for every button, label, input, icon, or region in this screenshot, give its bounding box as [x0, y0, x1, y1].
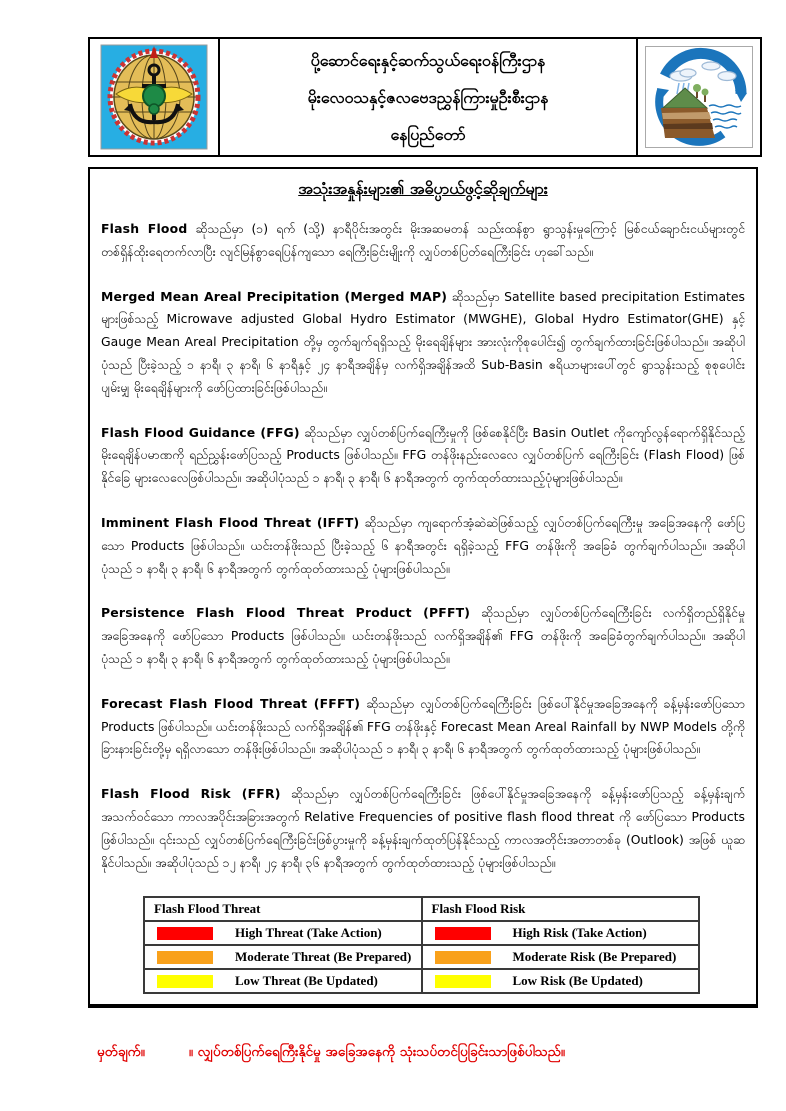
paragraph-body: ဆိုသည်မှာ (၁) ရက် (သို့) နာရီပိုင်းအတွင်း မိုးအဆမတန် သည်းထန်စွာ ရွာသွန်းမှုကြောင့် မြစ်ငယ်ချောင်းငယ်များတွင် တစ်ရှိန်ထိုးရေတက်လာပြီး လျင်မြန်စွာရေပြန်ကျသော ရေကြီးခြင်းမျိုးကို လျှပ်တစ်ပြတ်ရေကြီးခြင်း ဟုခေါ်သည်။: [101, 221, 745, 259]
remark-label: မှတ်ချက်။: [97, 1044, 145, 1060]
flood-threat-risk-legend-table: [143, 896, 700, 994]
paragraph-body: ဆိုသည်မှာ လျှပ်တစ်ပြက်ရေကြီးခြင်း လက်ရှိတည်ရှိနိုင်မှု အခြေအနေကို ဖော်ပြသော Products ဖြစ်ပါသည်။ ယင်းတန်ဖိုးသည် လက်ရှိအချိန်၏ FFG တန်ဖိုးကို အခြေခံတွက်ချက်ပါသည်။ အဆိုပါပုံသည် ၁ နာရီ၊ ၃ နာရီ၊ ၆ နာရီအတွက် တွက်ထုတ်ထားသည့် ပုံများဖြစ်ပါသည်။: [101, 605, 745, 666]
cell-moderate-threat: [144, 945, 422, 969]
paragraph-ifft: [101, 512, 745, 580]
letterhead: [88, 37, 762, 157]
term-ffg: Flash Flood Guidance (FFG): [101, 424, 300, 440]
letterhead-title-block: [220, 39, 638, 155]
ministry-name: ပို့ဆောင်ရေးနှင့်ဆက်သွယ်ရေးဝန်ကြီးဌာန: [310, 50, 546, 70]
low-risk-color-swatch: [435, 975, 491, 988]
high-threat-color-swatch: [157, 927, 213, 940]
cell-high-risk: [422, 921, 700, 945]
high-threat-label: High Threat (Take Action): [235, 925, 382, 941]
low-threat-label: Low Threat (Be Updated): [235, 973, 378, 989]
term-ffft: Forecast Flash Flood Threat (FFFT): [101, 695, 361, 711]
low-risk-label: Low Risk (Be Updated): [512, 973, 643, 989]
high-risk-label: High Risk (Take Action): [512, 925, 647, 941]
definitions-box: [88, 167, 758, 1008]
term-ifft: Imminent Flash Flood Threat (IFFT): [101, 514, 360, 530]
department-name: မိုးလေဝသနှင့်ဇလဗေဒညွှန်ကြားမှုဦးစီးဌာန: [307, 87, 549, 107]
ministry-logo-cell: [90, 39, 220, 155]
paragraph-flash-flood: [101, 218, 745, 264]
paragraph-body: ဆိုသည်မှာ လျှပ်တစ်ပြက်ရေကြီးခြင်း ဖြစ်ပေါ်နိုင်မှုအခြေအနေကို ခန့်မှန်းဖော်ပြသည့် ခန့်မှန်းချက် အသက်ဝင်သော ကာလအပိုင်းအခြားအတွက် Relative Frequencies of positive flash flood threat ကို ဖော်ပြသော Products ဖြစ်ပါသည်။ ၎င်းသည် လျှပ်တစ်ပြက်ရေကြီးခြင်းဖြစ်ပွားမှုကို ခန့်မှန်းချက်ထုတ်ပြန်နိုင်သည့် ကာလအတိုင်းအတာတစ်ခု (Outlook) အဖြစ် ယူဆနိုင်ပါသည်။ အဆိုပါပုံသည် ၁၂ နာရီ၊ ၂၄ နာရီ၊ ၃၆ နာရီအတွက် တွက်ထုတ်ထားသည့် ပုံများဖြစ်ပါသည်။: [101, 786, 745, 870]
paragraph-ffr: [101, 783, 745, 874]
water-cycle-logo-icon: [645, 46, 753, 148]
paragraph-body: ဆိုသည်မှာ လျှပ်တစ်ပြက်ရေကြီးခြင်း ဖြစ်ပေါ်နိုင်မှုအခြေအနေကို ခန့်မှန်းဖော်ပြသော Products ဖြစ်ပါသည်။ ယင်းတန်ဖိုးသည် လက်ရှိအချိန်၏ FFG တန်ဖိုးနှင့် Forecast Mean Areal Rainfall by NWP Models တို့ကို ခြားနားခြင်းတို့မှ ရရှိလာသော တန်ဖိုးဖြစ်ပါသည်။ အဆိုပါပုံသည် ၁ နာရီ၊ ၃ နာရီ၊ ၆ နာရီအတွက် တွက်ထုတ်ထားသည့် ပုံများဖြစ်ပါသည်။: [101, 695, 745, 757]
column-header-risk: Flash Flood Risk: [422, 897, 700, 921]
table-header-row: [144, 897, 699, 921]
table-row-low: [144, 969, 699, 993]
table-row-moderate: [144, 945, 699, 969]
paragraph-pfft: [101, 602, 745, 670]
moderate-risk-color-swatch: [435, 951, 491, 964]
moderate-threat-color-swatch: [157, 951, 213, 964]
moderate-threat-label: Moderate Threat (Be Prepared): [235, 949, 412, 965]
term-ffr: Flash Flood Risk (FFR): [101, 786, 281, 802]
paragraph-body: ဆိုသည်မှာ လျှပ်တစ်ပြက်ရေကြီးမှုကို ဖြစ်စေနိုင်ပြီး Basin Outlet ကိုကျော်လွန်ရောက်ရှိနိုင်သည့် မိုးရေချိန်ပမာဏကို ရည်ညွှန်းဖော်ပြသည့် Products ဖြစ်ပါသည်။ FFG တန်ဖိုးနည်းလေလေ လျှပ်တစ်ပြက် ရေကြီးခြင်း (Flash Flood) ဖြစ်နိုင်ခြေ များလေလေဖြစ်ပါသည်။ အဆိုပါပုံသည် ၁ နာရီ၊ ၃ နာရီ၊ ၆ နာရီအတွက် တွက်ထုတ်ထားသည့်ပုံများဖြစ်ပါသည်။: [101, 424, 745, 486]
table-row-high: [144, 921, 699, 945]
term-merged-map: Merged Mean Areal Precipitation (Merged MAP): [101, 288, 448, 304]
page-title: အသုံးအနှုန်းများ၏ အဓိပ္ပာယ်ဖွင့်ဆိုချက်များ: [298, 179, 548, 198]
paragraph-body: ဆိုသည်မှာ Satellite based precipitation Estimates များဖြစ်သည့် Microwave adjusted Global Hydro Estimator (MWGHE), Global Hydro Estimator(GHE) နှင့် Gauge Mean Areal Precipitation တို့မှ တွက်ချက်ရရှိသည့် မိုးရေချိန်များ အားလုံးကိုစုပေါင်း၍ တွက်ချက်ထားခြင်းဖြစ်ပါသည်။ အဆိုပါ ပုံသည် ပြီးခဲ့သည့် ၁ နာရီ၊ ၃ နာရီ၊ ၆ နာရီနှင့် ၂၄ နာရီအချိန်မှ လက်ရှိအချိန်အထိ Sub-Basin ဧရိယာများပေါ်တွင် ရွာသွန်းသည့် စုစုပေါင်း ပျမ်းမျှ မိုးရေချိန်များကို ဖော်ပြထားခြင်းဖြစ်ပါသည်။: [101, 288, 745, 395]
term-pfft: Persistence Flash Flood Threat Product (PFFT): [101, 605, 471, 621]
remark-text: ။ လျှပ်တစ်ပြက်ရေကြီးနိုင်မှု အခြေအနေကို သုံးသပ်တင်ပြခြင်းသာဖြစ်ပါသည်။: [188, 1044, 565, 1060]
cell-high-threat: [144, 921, 422, 945]
city-name: နေပြည်တော်: [390, 124, 466, 144]
cell-moderate-risk: [422, 945, 700, 969]
high-risk-color-swatch: [435, 927, 491, 940]
cell-low-risk: [422, 969, 700, 993]
paragraph-merged-map: [101, 286, 745, 400]
transport-ministry-logo-icon: [100, 44, 208, 150]
paragraph-body: ဆိုသည်မှာ ကျရောက်အံ့ဆဲဆဲဖြစ်သည့် လျှပ်တစ်ပြက်ရေကြီးမှု အခြေအနေကို ဖော်ပြသော Products ဖြစ်ပါသည်။ ယင်းတန်ဖိုးသည် ပြီးခဲ့သည့် ၆ နာရီအတွင်း ရရှိခဲ့သည့် FFG တန်ဖိုးကို အခြေခံ တွက်ချက်ပါသည်။ အဆိုပါပုံသည် ၁ နာရီ၊ ၃ နာရီ၊ ၆ နာရီအတွက် တွက်ထုတ်ထားသည့် ပုံများဖြစ်ပါသည်။: [101, 514, 745, 576]
column-header-threat: Flash Flood Threat: [144, 897, 422, 921]
paragraph-ffg: [101, 422, 745, 490]
term-flash-flood: Flash Flood: [101, 221, 188, 236]
paragraph-ffft: [101, 693, 745, 761]
dmh-logo-cell: [638, 39, 760, 155]
remark-note: [97, 1040, 737, 1064]
low-threat-color-swatch: [157, 975, 213, 988]
cell-low-threat: [144, 969, 422, 993]
moderate-risk-label: Moderate Risk (Be Prepared): [512, 949, 677, 965]
